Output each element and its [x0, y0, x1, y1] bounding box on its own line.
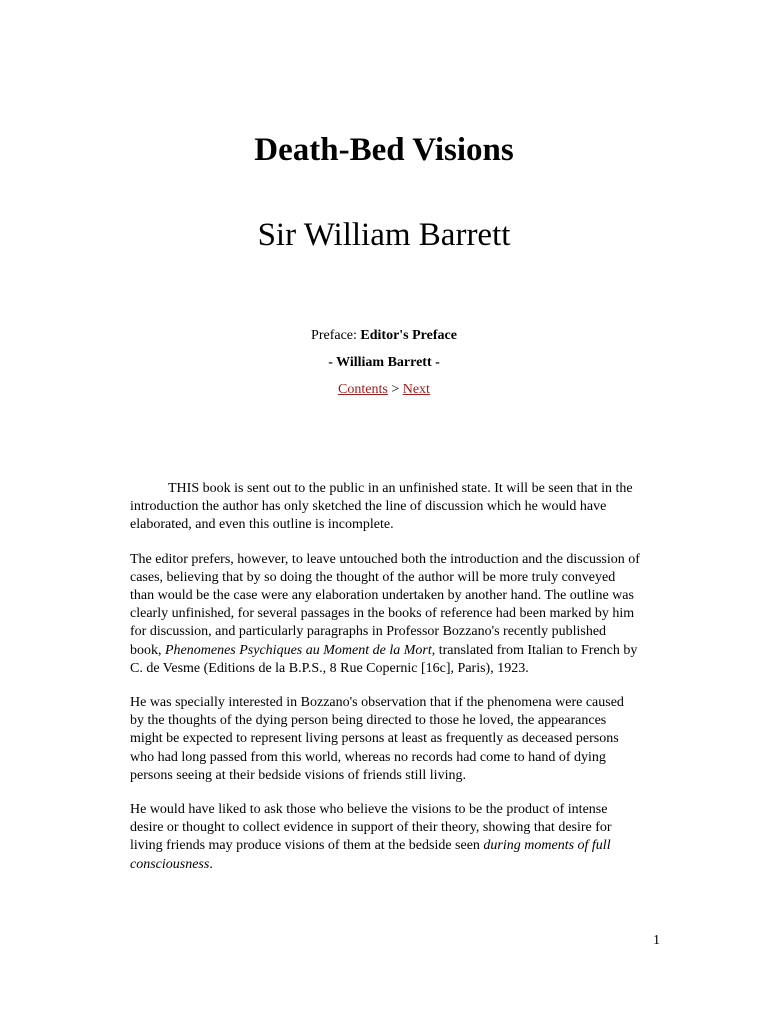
nav-separator: >	[391, 382, 400, 397]
byline: - William Barrett -	[328, 355, 440, 370]
paragraph-3: He was specially interested in Bozzano's observation that if the phenomena were caused by the thoughts of the dying person being directed to those he loved, the appearances might be expected to represent living persons at least as frequently as deceased persons who had long passed from this world, whereas no records had come to hand of dying persons seeing at their bedside visions of friends still living.	[130, 695, 624, 783]
next-link[interactable]: Next	[402, 382, 430, 397]
book-title-italic: Phenomenes Psychiques au Moment de la Mort	[165, 642, 432, 658]
document-author: Sir William Barrett	[257, 217, 511, 253]
preface-body	[130, 480, 640, 890]
preface-line	[0, 327, 768, 345]
document-title: Death-Bed Visions	[254, 132, 514, 168]
preface-label: Preface:	[311, 328, 357, 343]
preface-title: Editor's Preface	[360, 328, 457, 343]
page-number: 1	[653, 933, 660, 948]
paragraph-4	[130, 801, 640, 874]
paragraph-4-text-end: .	[209, 856, 213, 872]
contents-link[interactable]: Contents	[338, 382, 388, 397]
navigation-links	[0, 381, 768, 399]
paragraph-2-text-end: , translated from Italian to French by C. de Vesme (Editions de la B.P.S., 8 Rue Copernic [16c], Paris), 1923.	[130, 642, 638, 676]
paragraph-2	[130, 551, 640, 678]
paragraph-4-text-start: He would have liked to ask those who believe the visions to be the product of intense desire or thought to collect evidence in support of their theory, showing that desire for living friends may produce visions of them at the bedside seen	[130, 802, 612, 854]
emphasis-italic: during moments of full consciousness	[130, 838, 611, 872]
paragraph-2-text-start: The editor prefers, however, to leave untouched both the introduction and the discussion of cases, believing that by so doing the thought of the author will be more truly conveyed than would be the case were any elaboration undertaken by another hand. The outline was clearly unfinished, for several passages in the books of reference had been marked by him for discussion, and particularly paragraphs in Professor Bozzano's recently published book,	[130, 551, 640, 658]
paragraph-1: THIS book is sent out to the public in an unfinished state. It will be seen that in the introduction the author has only sketched the line of discussion which he would have elaborated, and even this outline is incomplete.	[130, 481, 633, 533]
